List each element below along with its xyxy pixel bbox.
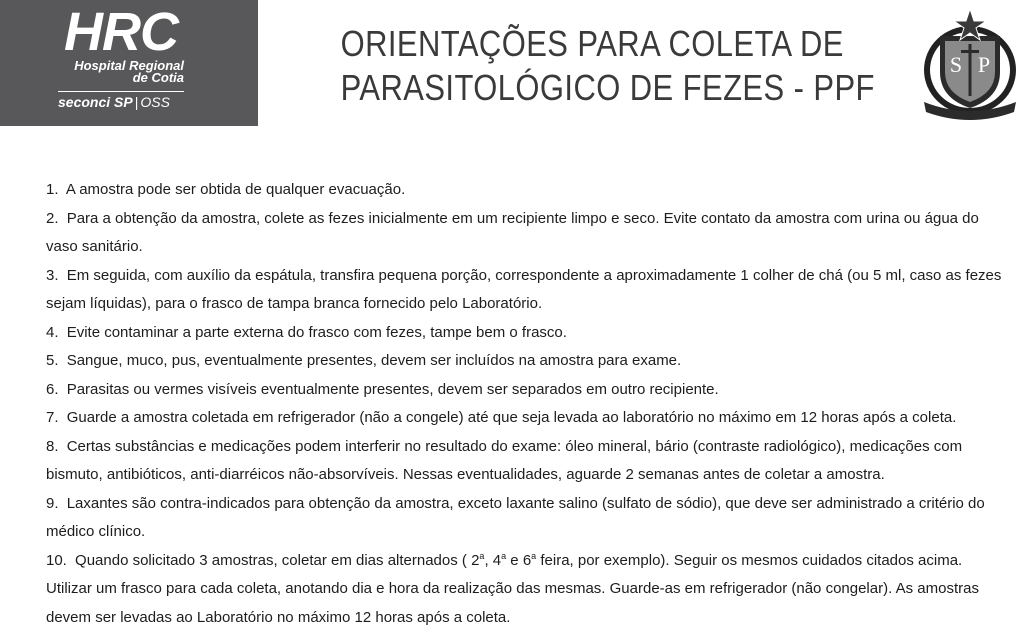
title-line-2: PARASITOLÓGICO DE FEZES - PPF — [340, 67, 875, 108]
sao-paulo-seal-icon — [918, 6, 1022, 122]
instructions-list — [46, 176, 1006, 632]
hospital-logo — [0, 0, 258, 126]
list-item: 9. Laxantes são contra-indicados para obtenção da amostra, exceto laxante salino (sulfato de sódio), que deve ser administrado a critério do médico clínico. — [46, 494, 985, 540]
svg-text:P: P — [977, 52, 991, 77]
list-item: 8. Certas substâncias e medicações podem interferir no resultado do exame: óleo mineral, bário (contraste radiológico), medicações com bismuto, antibióticos, anti-diarréicos não-absorvíveis. Nessas eventualidades, aguarde 2 semanas antes de coletar a amostra. — [46, 437, 963, 483]
list-item: 7. Guarde a amostra coletada em refrigerador (não a congele) até que seja levada ao laboratório no máximo em 12 horas após a coleta. — [46, 409, 957, 426]
list-item: 2. Para a obtenção da amostra, colete as fezes inicialmente em um recipiente limpo e seco. Evite contato da amostra com urina ou água do vaso sanitário. — [46, 209, 979, 255]
title-line-1: ORIENTAÇÕES PARA COLETA DE — [340, 23, 844, 64]
logo-divider — [58, 91, 184, 92]
list-item: 5. Sangue, muco, pus, eventualmente presentes, devem ser incluídos na amostra para exame. — [46, 352, 682, 369]
list-item: 6. Parasitas ou vermes visíveis eventualmente presentes, devem ser separados em outro recipiente. — [46, 380, 719, 398]
logo-seconci: seconci SP | OSS — [58, 94, 170, 110]
logo-mark: HRC — [64, 2, 178, 62]
list-item: 3. Em seguida, com auxílio da espátula, transfira pequena porção, correspondente a aproximadamente 1 colher de chá (ou 5 ml, caso as fezes sejam líquidas), para o frasco de tampa branca fornecido pelo Laboratório. — [46, 266, 1002, 312]
list-item: 1. A amostra pode ser obtida de qualquer evacuação. — [46, 181, 406, 198]
page-title — [340, 22, 875, 110]
list-item: 4. Evite contaminar a parte externa do frasco com fezes, tampe bem o frasco. — [46, 323, 567, 341]
svg-text:S: S — [949, 52, 963, 77]
logo-hospital-name: Hospital Regional de Cotia — [74, 58, 184, 85]
list-item: 10. Quando solicitado 3 amostras, coletar em dias alternados ( 2$^a$, 4$^a$ e 6$^a$ feira, por exemplo). Seguir os mesmos cuidados citados acima. Utilizar um frasco para cada coleta, anotando dia e hora da realização das mesmas. Guarde-as em refrigerador (não congelar). As amostras devem ser levadas ao Laboratório no máximo 12 horas após a coleta. — [46, 550, 979, 626]
